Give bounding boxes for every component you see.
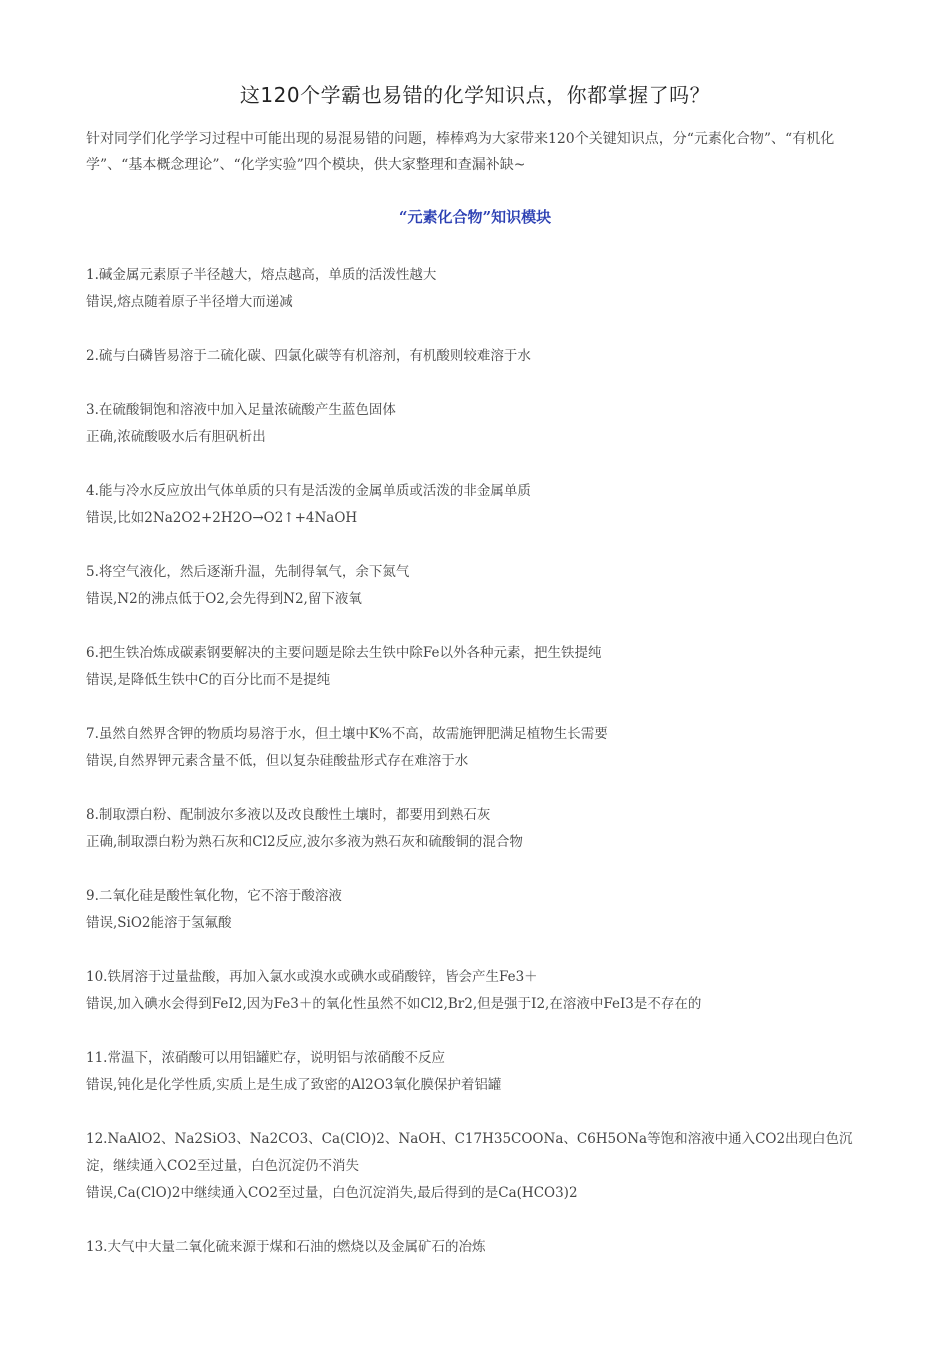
- item-answer: 正确,制取漂白粉为熟石灰和Cl2反应,波尔多液为熟石灰和硫酸铜的混合物: [86, 834, 523, 850]
- item-statement: 10.铁屑溶于过量盐酸，再加入氯水或溴水或碘水或硝酸锌，皆会产生Fe3＋: [86, 969, 538, 985]
- item-statement: 13.大气中大量二氧化硫来源于煤和石油的燃烧以及金属矿石的冶炼: [86, 1239, 486, 1255]
- item-statement: 2.硫与白磷皆易溶于二硫化碳、四氯化碳等有机溶剂，有机酸则较难溶于水: [86, 348, 531, 364]
- item-statement: 3.在硫酸铜饱和溶液中加入足量浓硫酸产生蓝色固体: [86, 402, 396, 418]
- list-item: [86, 1234, 866, 1261]
- intro-paragraph: 针对同学们化学学习过程中可能出现的易混易错的问题，棒棒鸡为大家带来120个关键知识点，分“元素化合物”、“有机化学”、“基本概念理论”、“化学实验”四个模块，供大家整理和查漏补缺~: [86, 131, 835, 173]
- item-answer: 错误,Ca(ClO)2中继续通入CO2至过量，白色沉淀消失,最后得到的是Ca(HCO3)2: [86, 1185, 578, 1201]
- knowledge-list: [86, 262, 866, 1288]
- list-item: [86, 721, 866, 775]
- item-statement: 11.常温下，浓硝酸可以用铝罐贮存，说明铝与浓硝酸不反应: [86, 1050, 445, 1066]
- list-item: [86, 883, 866, 937]
- list-item: [86, 343, 866, 370]
- page-title: 这120个学霸也易错的化学知识点，你都掌握了吗？: [239, 83, 711, 107]
- item-statement: 1.碱金属元素原子半径越大，熔点越高，单质的活泼性越大: [86, 267, 437, 283]
- list-item: [86, 964, 866, 1018]
- item-statement: 4.能与冷水反应放出气体单质的只有是活泼的金属单质或活泼的非金属单质: [86, 483, 531, 499]
- list-item: [86, 262, 866, 316]
- item-statement: 5.将空气液化，然后逐渐升温，先制得氧气，余下氮气: [86, 564, 410, 580]
- item-statement: 12.NaAlO2、Na2SiO3、Na2CO3、Ca(ClO)2、NaOH、C17H35COONa、C6H5ONa等饱和溶液中通入CO2出现白色沉淀，继续通入CO2至过量，白色沉淀仍不消失: [86, 1131, 853, 1174]
- item-answer: 错误,比如2Na2O2+2H2O→O2↑+4NaOH: [86, 510, 358, 526]
- list-item: [86, 478, 866, 532]
- list-item: [86, 1045, 866, 1099]
- item-statement: 9.二氧化硅是酸性氧化物，它不溶于酸溶液: [86, 888, 342, 904]
- item-answer: 错误,N2的沸点低于O2,会先得到N2,留下液氧: [86, 591, 362, 607]
- item-statement: 6.把生铁冶炼成碳素钢要解决的主要问题是除去生铁中除Fe以外各种元素，把生铁提纯: [86, 645, 602, 661]
- item-answer: 错误,SiO2能溶于氢氟酸: [86, 915, 232, 931]
- item-answer: 正确,浓硫酸吸水后有胆矾析出: [86, 429, 266, 445]
- list-item: [86, 802, 866, 856]
- item-answer: 错误,熔点随着原子半径增大而递减: [86, 294, 293, 310]
- item-statement: 8.制取漂白粉、配制波尔多液以及改良酸性土壤时，都要用到熟石灰: [86, 807, 491, 823]
- list-item: [86, 1126, 866, 1207]
- item-statement: 7.虽然自然界含钾的物质均易溶于水，但土壤中K%不高，故需施钾肥满足植物生长需要: [86, 726, 608, 742]
- item-answer: 错误,加入碘水会得到FeI2,因为Fe3＋的氧化性虽然不如Cl2,Br2,但是强于I2,在溶液中FeI3是不存在的: [86, 996, 702, 1012]
- list-item: [86, 559, 866, 613]
- item-answer: 错误,是降低生铁中C的百分比而不是提纯: [86, 672, 331, 688]
- list-item: [86, 640, 866, 694]
- list-item: [86, 397, 866, 451]
- section-title: “元素化合物”知识模块: [398, 208, 552, 226]
- item-answer: 错误,自然界钾元素含量不低，但以复杂硅酸盐形式存在难溶于水: [86, 753, 469, 769]
- item-answer: 错误,钝化是化学性质,实质上是生成了致密的Al2O3氧化膜保护着铝罐: [86, 1077, 502, 1093]
